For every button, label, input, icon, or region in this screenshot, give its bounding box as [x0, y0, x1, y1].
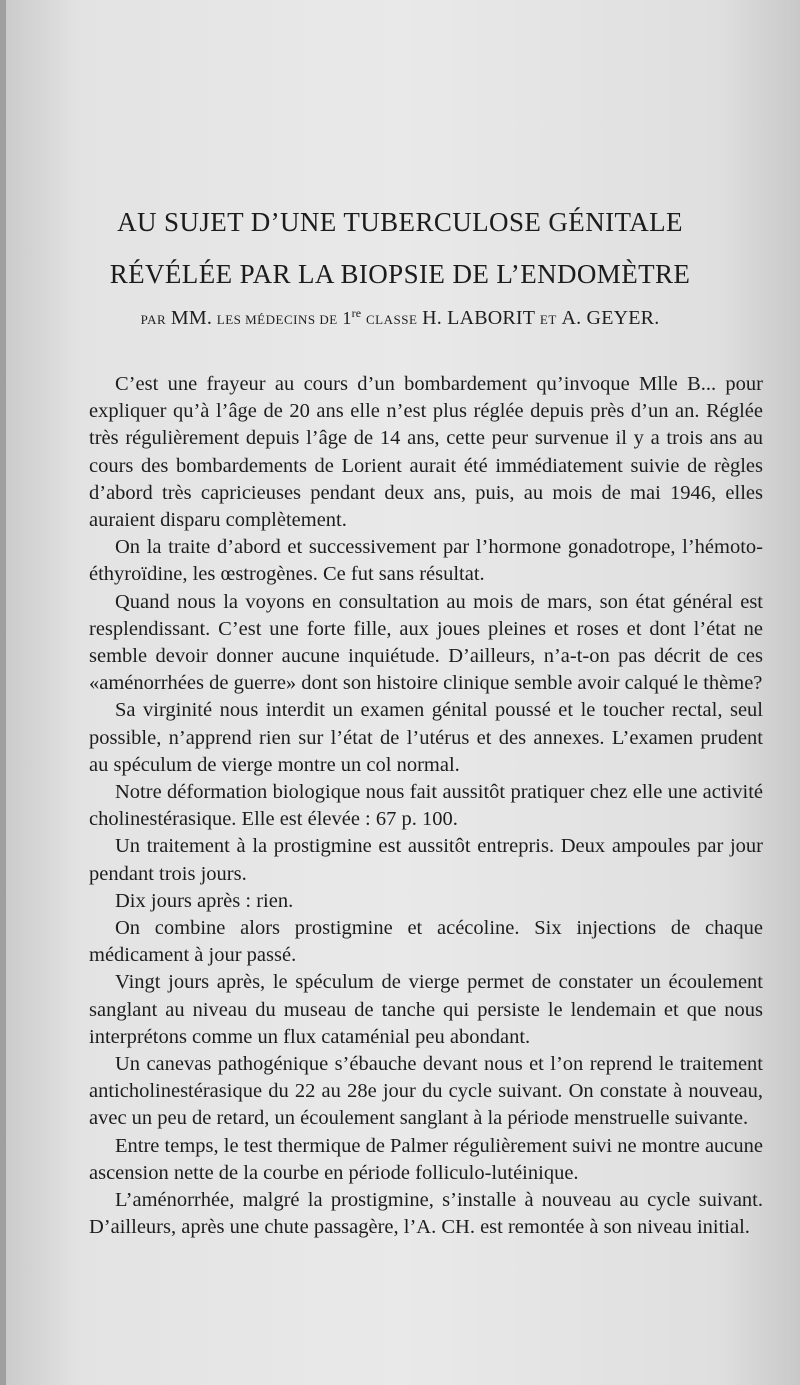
paragraph-11: Entre temps, le test thermique de Palmer régulièrement suivi ne montre aucune ascension nette de la courbe en période folliculo-lutéinique.	[89, 1134, 763, 1184]
article-body	[89, 371, 763, 1242]
article-title	[0, 196, 800, 300]
paragraph-5: Notre déformation biologique nous fait aussitôt pratiquer chez elle une activité cholinestérasique. Elle est élevée : 67 p. 100.	[89, 781, 763, 831]
paragraph-4: Sa virginité nous interdit un examen génital poussé et le toucher rectal, seul possible, n’apprend rien sur l’état de l’utérus et des annexes. L’examen prudent au spéculum de vierge montre un col normal.	[89, 699, 763, 776]
paragraph-1: C’est une frayeur au cours d’un bombardement qu’invoque Mlle B... pour expliquer qu’à l’âge de 20 ans elle n’est plus réglée depuis près d’un an. Réglée très régulièrement depuis l’âge de 14 ans, cette peur survenue il y a trois ans au cours des bombardements de Lorient aurait été immédiatement suivie de règles d’abord très capricieuses pendant deux ans, puis, au mois de mai 1946, elles auraient disparu complètement.	[89, 373, 763, 532]
paragraph-6: Un traitement à la prostigmine est aussitôt entrepris. Deux ampoules par jour pendant trois jours.	[89, 835, 763, 885]
paragraph-3: Quand nous la voyons en consultation au mois de mars, son état général est resplendissant. C’est une forte fille, aux joues pleines et roses et dont l’état ne semble devoir donner aucune inquiétude. D’ailleurs, n’a-t-on pas décrit de ces «aménorrhées de guerre» dont son histoire clinique semble avoir calqué le thème?	[89, 590, 763, 695]
byline-first-num: 1	[342, 308, 352, 328]
byline-par: PAR	[140, 312, 167, 327]
author-byline	[0, 306, 800, 330]
byline-author-1: H. LABORIT	[422, 307, 536, 329]
byline-first-sup: re	[351, 306, 362, 320]
byline-medecins: LES MÉDECINS DE	[216, 312, 338, 327]
paragraph-10: Un canevas pathogénique s’ébauche devant nous et l’on reprend le traitement anticholinestérasique du 22 au 28e jour du cycle suivant. On constate à nouveau, avec un peu de retard, un écoulement sanglant à la période menstruelle suivante.	[89, 1053, 763, 1130]
title-line-1: AU SUJET D’UNE TUBERCULOSE GÉNITALE	[117, 207, 683, 237]
byline-first	[342, 308, 361, 328]
paragraph-7: Dix jours après : rien.	[115, 889, 294, 912]
byline-classe: CLASSE	[366, 312, 418, 327]
byline-et: ET	[539, 312, 557, 327]
paragraph-8: On combine alors prostigmine et acécoline. Six injections de chaque médicament à jour passé.	[89, 917, 763, 967]
paragraph-12: L’aménorrhée, malgré la prostigmine, s’installe à nouveau au cycle suivant. D’ailleurs, après une chute passagère, l’A. CH. est remontée à son niveau initial.	[89, 1189, 763, 1239]
byline-mm: MM.	[170, 307, 213, 329]
paragraph-9: Vingt jours après, le spéculum de vierge permet de constater un écoulement sanglant au niveau du museau de tanche qui persiste le lendemain et que nous interprétons comme un flux cataménial peu abondant.	[89, 971, 763, 1048]
paragraph-2: On la traite d’abord et successivement par l’hormone gonadotrope, l’hémoto-éthyroïdine, les œstrogènes. Ce fut sans résultat.	[89, 536, 763, 586]
byline-author-2: A. GEYER.	[561, 307, 660, 329]
title-line-2: RÉVÉLÉE PAR LA BIOPSIE DE L’ENDOMÈTRE	[109, 259, 691, 289]
